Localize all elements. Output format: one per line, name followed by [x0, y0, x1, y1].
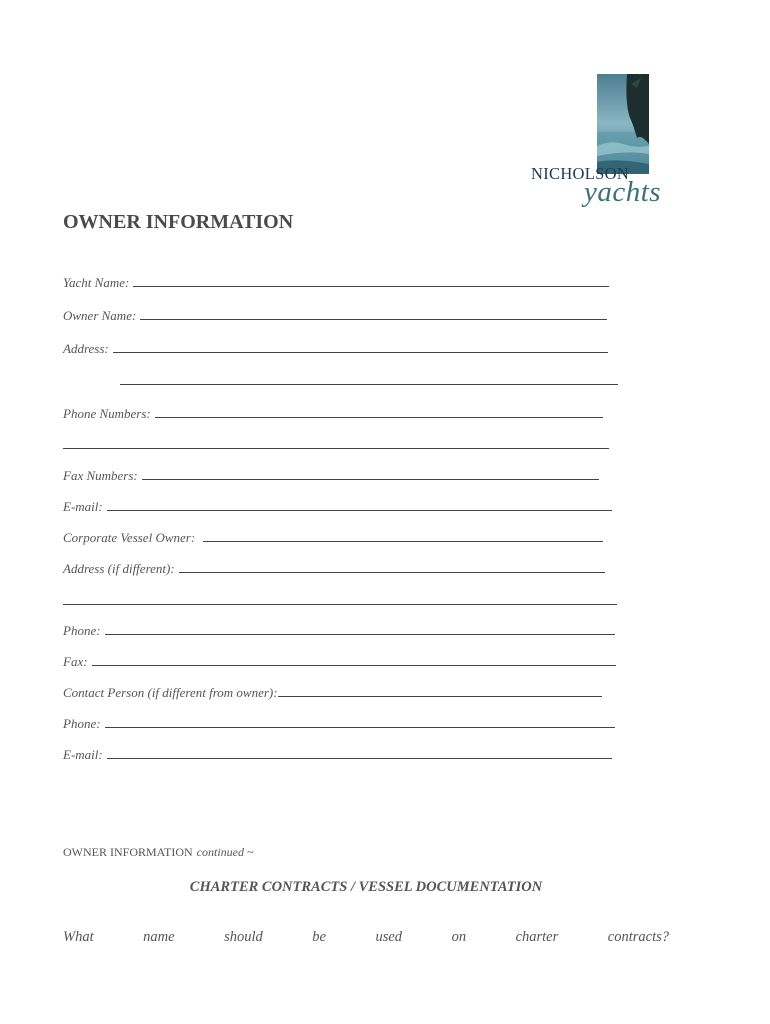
yacht-name-blank[interactable] — [133, 274, 609, 287]
address-line-2-blank[interactable] — [120, 384, 618, 385]
page-title: OWNER INFORMATION — [63, 211, 294, 233]
email-label: E-mail: — [63, 499, 103, 514]
continued-title: OWNER INFORMATION — [63, 845, 193, 859]
contact-person-label: Contact Person (if different from owner): — [63, 685, 278, 700]
question-word: used — [375, 929, 403, 945]
question-word: What — [63, 929, 94, 945]
fax-field — [63, 653, 616, 670]
email-field — [63, 498, 612, 515]
contact-phone-label: Phone: — [63, 716, 101, 731]
contact-phone-field — [63, 715, 615, 732]
owner-name-field — [63, 307, 607, 324]
fax-label: Fax: — [63, 654, 88, 669]
question-word: charter — [515, 929, 559, 945]
corporate-owner-field — [63, 529, 603, 546]
address-field — [63, 340, 608, 357]
fax-numbers-field — [63, 467, 599, 484]
address-if-different-label: Address (if different): — [63, 561, 175, 576]
logo-wordmark: NICHOLSON — [531, 164, 630, 183]
question-word: name — [143, 929, 175, 945]
contact-email-label: E-mail: — [63, 747, 103, 762]
contact-email-field — [63, 746, 612, 763]
contact-person-blank[interactable] — [278, 684, 602, 697]
yacht-name-field — [63, 274, 609, 291]
address-label: Address: — [63, 341, 109, 356]
address-if-different-blank[interactable] — [179, 560, 605, 573]
phone-blank[interactable] — [105, 622, 615, 635]
corporate-owner-label: Corporate Vessel Owner: — [63, 530, 196, 545]
question-word: on — [451, 929, 467, 945]
section-heading: CHARTER CONTRACTS / VESSEL DOCUMENTATION — [189, 879, 543, 895]
address-blank[interactable] — [113, 340, 608, 353]
question-word: be — [312, 929, 326, 945]
email-blank[interactable] — [107, 498, 612, 511]
owner-name-blank[interactable] — [140, 307, 607, 320]
continued-suffix: continued ~ — [196, 845, 254, 859]
charter-name-question — [63, 929, 669, 946]
corporate-owner-blank[interactable] — [203, 529, 603, 542]
owner-name-label: Owner Name: — [63, 308, 137, 323]
question-word: contracts? — [607, 929, 669, 945]
address-if-different-line-2-blank[interactable] — [63, 604, 617, 605]
logo-script: yachts — [584, 176, 662, 208]
phone-numbers-line-2-blank[interactable] — [63, 448, 609, 449]
fax-numbers-blank[interactable] — [142, 467, 599, 480]
fax-blank[interactable] — [92, 653, 616, 666]
fax-numbers-label: Fax Numbers: — [63, 468, 138, 483]
contact-phone-blank[interactable] — [105, 715, 615, 728]
contact-email-blank[interactable] — [107, 746, 612, 759]
yacht-name-label: Yacht Name: — [63, 275, 130, 290]
address-if-different-field — [63, 560, 605, 577]
phone-numbers-field — [63, 405, 603, 422]
phone-field — [63, 622, 615, 639]
phone-numbers-blank[interactable] — [155, 405, 603, 418]
nicholson-yachts-logo — [528, 72, 673, 214]
continued-label — [63, 845, 253, 860]
question-word: should — [224, 929, 263, 945]
phone-numbers-label: Phone Numbers: — [63, 406, 151, 421]
phone-label: Phone: — [63, 623, 101, 638]
yacht-photo-image — [597, 74, 649, 174]
contact-person-field — [63, 684, 602, 701]
